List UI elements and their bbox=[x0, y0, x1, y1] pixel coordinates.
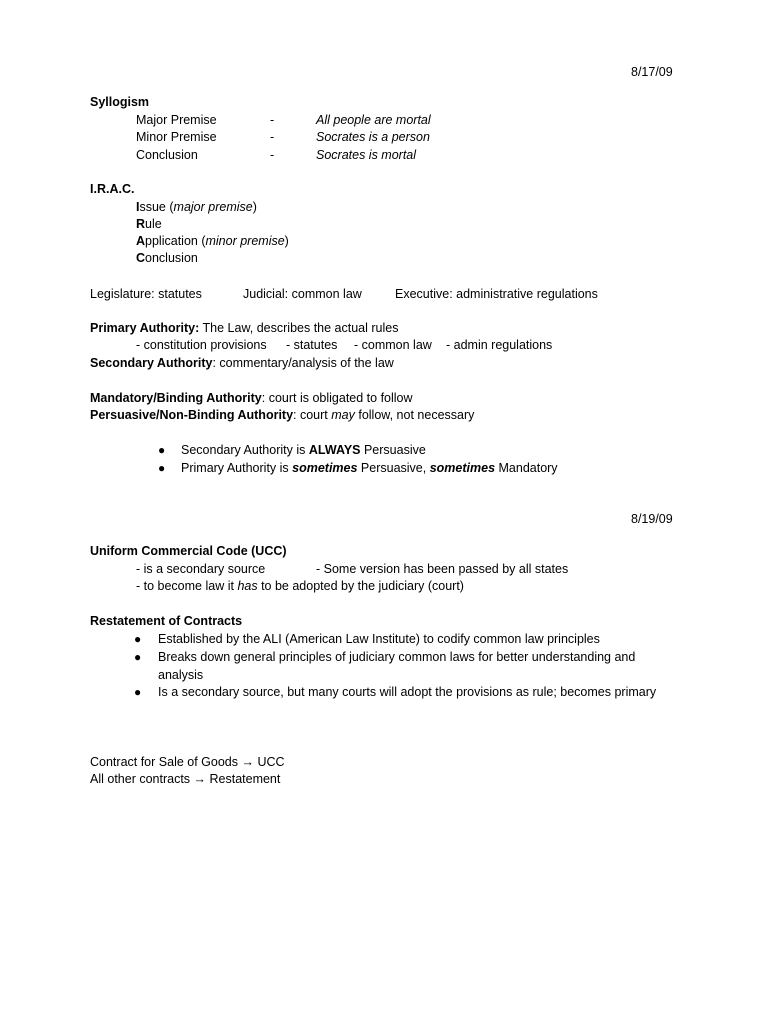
mandatory-authority-line bbox=[90, 390, 413, 408]
term-definition: : court bbox=[293, 408, 332, 422]
bullet-icon: ● bbox=[134, 650, 142, 664]
irac-initial: A bbox=[136, 234, 146, 248]
irac-text: ule bbox=[145, 217, 162, 231]
term-label: Mandatory/Binding Authority bbox=[90, 391, 262, 405]
bullet-text: Mandatory bbox=[495, 461, 558, 475]
arrow-right-icon: → bbox=[193, 772, 207, 786]
bullet-item bbox=[181, 442, 426, 460]
irac-text: ) bbox=[284, 234, 289, 248]
irac-note: minor premise bbox=[205, 234, 285, 248]
term-definition: : court is obligated to follow bbox=[261, 391, 413, 405]
irac-conclusion bbox=[136, 250, 198, 268]
primary-sub-common-law: - common law bbox=[354, 338, 432, 352]
bullet-icon: ● bbox=[134, 685, 142, 699]
emphasis: may bbox=[331, 408, 355, 422]
ucc-point: - is a secondary source bbox=[136, 562, 266, 576]
restatement-item: Established by the ALI (American Law Institute) to codify common law principles bbox=[158, 632, 600, 646]
irac-initial: R bbox=[136, 217, 146, 231]
summary-text: All other contracts bbox=[90, 772, 194, 786]
emphasis: has bbox=[237, 579, 258, 593]
section-heading-irac: I.R.A.C. bbox=[90, 182, 135, 196]
syllogism-example: All people are mortal bbox=[316, 113, 431, 127]
ucc-point: - Some version has been passed by all states bbox=[316, 562, 569, 576]
branch-executive: Executive: administrative regulations bbox=[395, 287, 598, 301]
primary-sub-admin: - admin regulations bbox=[446, 338, 553, 352]
irac-application bbox=[136, 233, 289, 251]
irac-issue bbox=[136, 199, 257, 217]
bullet-icon: ● bbox=[158, 443, 166, 457]
irac-text: ssue ( bbox=[139, 200, 174, 214]
term-definition: : commentary/analysis of the law bbox=[212, 356, 394, 370]
term-definition: The Law, describes the actual rules bbox=[199, 321, 399, 335]
bullet-icon: ● bbox=[134, 632, 142, 646]
persuasive-authority-line bbox=[90, 407, 474, 425]
summary-text: UCC bbox=[253, 755, 285, 769]
summary-line-restatement bbox=[90, 771, 280, 789]
summary-text: Restatement bbox=[206, 772, 281, 786]
bullet-text: Persuasive, bbox=[357, 461, 430, 475]
ucc-text: to be adopted by the judiciary (court) bbox=[257, 579, 464, 593]
irac-rule bbox=[136, 216, 162, 234]
section-heading-syllogism: Syllogism bbox=[90, 95, 150, 109]
bullet-text: Secondary Authority is bbox=[181, 443, 309, 457]
restatement-item: Is a secondary source, but many courts will adopt the provisions as rule; becomes primary bbox=[158, 685, 657, 699]
primary-authority-line bbox=[90, 320, 398, 338]
syllogism-dash: - bbox=[270, 148, 275, 162]
bullet-item bbox=[181, 460, 558, 478]
syllogism-dash: - bbox=[270, 130, 275, 144]
irac-initial: I bbox=[136, 200, 140, 214]
syllogism-label: Major Premise bbox=[136, 113, 217, 127]
syllogism-label: Conclusion bbox=[136, 148, 198, 162]
emphasis: sometimes bbox=[429, 461, 496, 475]
restatement-item: Breaks down general principles of judiciary common laws for better understanding and analysis bbox=[158, 650, 636, 682]
date-header: 8/17/09 bbox=[631, 65, 673, 79]
term-label: Secondary Authority bbox=[90, 356, 213, 370]
emphasis: sometimes bbox=[292, 461, 358, 475]
ucc-point bbox=[136, 578, 464, 596]
syllogism-example: Socrates is a person bbox=[316, 130, 430, 144]
irac-text: ) bbox=[252, 200, 257, 214]
syllogism-dash: - bbox=[270, 113, 275, 127]
bullet-text: Persuasive bbox=[360, 443, 426, 457]
syllogism-example: Socrates is mortal bbox=[316, 148, 417, 162]
summary-line-ucc bbox=[90, 754, 285, 772]
arrow-right-icon: → bbox=[241, 755, 254, 769]
branch-legislature: Legislature: statutes bbox=[90, 287, 202, 301]
bullet-icon: ● bbox=[158, 461, 166, 475]
emphasis: ALWAYS bbox=[308, 443, 361, 457]
ucc-text: - to become law it bbox=[136, 579, 238, 593]
secondary-authority-line bbox=[90, 355, 394, 373]
primary-sub-constitution: - constitution provisions bbox=[136, 338, 267, 352]
primary-sub-statutes: - statutes bbox=[286, 338, 338, 352]
irac-initial: C bbox=[136, 251, 146, 265]
term-definition: follow, not necessary bbox=[354, 408, 475, 422]
bullet-text: Primary Authority is bbox=[181, 461, 293, 475]
term-label: Persuasive/Non-Binding Authority bbox=[90, 408, 294, 422]
section-heading-restatement: Restatement of Contracts bbox=[90, 614, 243, 628]
section-heading-ucc: Uniform Commercial Code (UCC) bbox=[90, 544, 287, 558]
branch-judicial: Judicial: common law bbox=[243, 287, 362, 301]
irac-text: pplication ( bbox=[145, 234, 206, 248]
date-header: 8/19/09 bbox=[631, 512, 673, 526]
term-label: Primary Authority: bbox=[90, 321, 200, 335]
irac-text: onclusion bbox=[145, 251, 198, 265]
syllogism-label: Minor Premise bbox=[136, 130, 217, 144]
summary-text: Contract for Sale of Goods bbox=[90, 755, 242, 769]
irac-note: major premise bbox=[173, 200, 253, 214]
